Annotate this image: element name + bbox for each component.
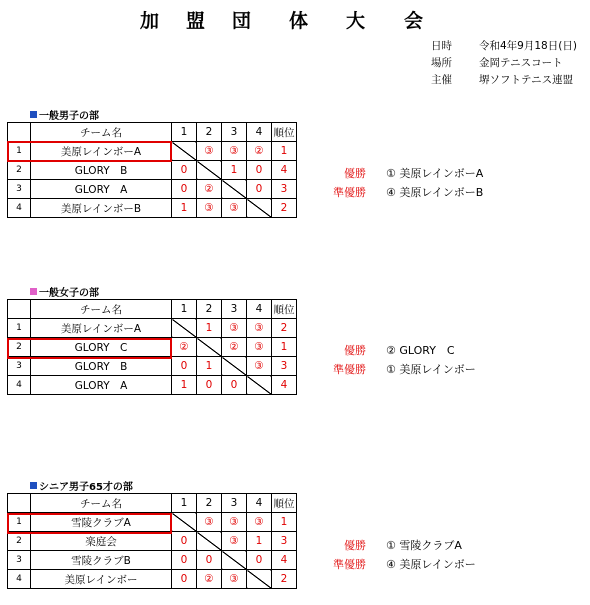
team-name: GLORY B [31, 161, 172, 180]
runner-up-label: 準優勝 [333, 558, 366, 571]
winner-result [304, 342, 455, 358]
event-info [431, 38, 577, 89]
runner-up-result [304, 184, 483, 200]
rank-cell: 3 [272, 180, 297, 199]
score-cell: ③ [222, 142, 247, 161]
rank-cell: 2 [272, 319, 297, 338]
header-cell: 2 [197, 300, 222, 319]
diagonal-cell [247, 199, 272, 218]
header-team: チーム名 [31, 123, 172, 142]
diagonal-cell [172, 319, 197, 338]
info-row [431, 55, 577, 72]
page-title [0, 6, 590, 36]
square-icon [30, 482, 37, 489]
winner-label: 優勝 [344, 344, 366, 357]
title-char: 会 [404, 10, 424, 32]
diagonal-cell [197, 532, 222, 551]
score-cell: 1 [197, 357, 222, 376]
runner-up-team: ④ 美原レインボーB [386, 186, 484, 199]
title-char: 大 [346, 10, 366, 32]
score-cell: ③ [247, 513, 272, 532]
header-cell: 1 [172, 300, 197, 319]
score-cell: 1 [247, 532, 272, 551]
rank-cell: 1 [272, 142, 297, 161]
row-number: 4 [8, 570, 31, 589]
header-rank: 順位 [272, 300, 297, 319]
runner-up-team: ① 美原レインボー [386, 363, 476, 376]
row-number: 1 [8, 319, 31, 338]
score-cell: 0 [222, 376, 247, 395]
league-table-men [7, 122, 297, 218]
rank-cell: 1 [272, 513, 297, 532]
header-cell: 4 [247, 300, 272, 319]
row-number: 4 [8, 376, 31, 395]
row-number: 2 [8, 338, 31, 357]
team-name: 雪陵クラブB [31, 551, 172, 570]
winner-team: ① 美原レインボーA [386, 167, 484, 180]
team-name: 美原レインボーA [31, 319, 172, 338]
winner-label: 優勝 [344, 539, 366, 552]
score-cell: 0 [172, 161, 197, 180]
score-cell: 0 [247, 551, 272, 570]
diagonal-cell [172, 513, 197, 532]
header-cell: 1 [172, 123, 197, 142]
team-name: GLORY B [31, 357, 172, 376]
score-cell: ③ [222, 199, 247, 218]
row-number: 3 [8, 357, 31, 376]
runner-up-label: 準優勝 [333, 363, 366, 376]
score-cell: ③ [247, 319, 272, 338]
table-header [8, 300, 297, 319]
score-cell: ③ [222, 513, 247, 532]
info-value: 令和4年9月18日(日) [479, 40, 577, 52]
score-cell: 0 [172, 180, 197, 199]
runner-up-team: ④ 美原レインボー [386, 558, 476, 571]
info-key: 場所 [431, 57, 452, 69]
info-value: 堺ソフトテニス連盟 [479, 74, 574, 86]
header-cell [8, 494, 31, 513]
score-cell: 1 [172, 199, 197, 218]
section-title: 一般男子の部 [39, 111, 99, 122]
winner-result [304, 537, 462, 553]
row-number: 1 [8, 513, 31, 532]
square-icon [30, 111, 37, 118]
diagonal-cell [222, 357, 247, 376]
score-cell: ③ [222, 570, 247, 589]
winner-highlight [7, 513, 172, 534]
header-cell [8, 123, 31, 142]
section-title: 一般女子の部 [39, 288, 99, 299]
team-name: GLORY A [31, 180, 172, 199]
rank-cell: 1 [272, 338, 297, 357]
table-row [8, 357, 297, 376]
winner-label: 優勝 [344, 167, 366, 180]
section-label-men [30, 107, 99, 122]
row-number: 3 [8, 551, 31, 570]
score-cell: ② [222, 338, 247, 357]
league-table-senior [7, 493, 297, 589]
winner-highlight [7, 338, 172, 359]
winner-highlight [7, 141, 172, 162]
team-name: GLORY C [31, 338, 172, 357]
score-cell: ② [197, 180, 222, 199]
header-rank: 順位 [272, 123, 297, 142]
title-char: 体 [289, 10, 309, 32]
header-cell: 4 [247, 123, 272, 142]
title-char: 加 [140, 10, 160, 32]
score-cell: ② [247, 142, 272, 161]
runner-up-label: 準優勝 [333, 186, 366, 199]
info-row [431, 38, 577, 55]
score-cell: 1 [197, 319, 222, 338]
rank-cell: 2 [272, 199, 297, 218]
row-number: 2 [8, 532, 31, 551]
table-row [8, 199, 297, 218]
score-cell: ③ [247, 357, 272, 376]
score-cell: 1 [222, 161, 247, 180]
info-value: 金岡テニスコート [479, 57, 563, 69]
score-cell: ② [172, 338, 197, 357]
table-row [8, 532, 297, 551]
team-name: 美原レインボー [31, 570, 172, 589]
row-number: 3 [8, 180, 31, 199]
title-char: 団 [232, 10, 252, 32]
winner-team: ② GLORY C [386, 344, 455, 357]
square-icon [30, 288, 37, 295]
score-cell: 0 [172, 357, 197, 376]
score-cell: ③ [222, 532, 247, 551]
info-key: 日時 [431, 40, 452, 52]
score-cell: 0 [247, 161, 272, 180]
header-cell: 3 [222, 123, 247, 142]
header-team: チーム名 [31, 494, 172, 513]
table-row [8, 570, 297, 589]
score-cell: 0 [247, 180, 272, 199]
score-cell: ③ [247, 338, 272, 357]
team-name: 楽庭会 [31, 532, 172, 551]
header-team: チーム名 [31, 300, 172, 319]
rank-cell: 3 [272, 357, 297, 376]
score-cell: 0 [172, 570, 197, 589]
row-number: 1 [8, 142, 31, 161]
rank-cell: 3 [272, 532, 297, 551]
header-cell: 1 [172, 494, 197, 513]
rank-cell: 4 [272, 551, 297, 570]
header-cell: 2 [197, 494, 222, 513]
header-cell: 2 [197, 123, 222, 142]
rank-cell: 4 [272, 376, 297, 395]
team-name: 美原レインボーA [31, 142, 172, 161]
diagonal-cell [197, 161, 222, 180]
runner-up-result [304, 361, 476, 377]
diagonal-cell [247, 376, 272, 395]
section-label-women [30, 284, 99, 299]
row-number: 4 [8, 199, 31, 218]
winner-team: ① 雪陵クラブA [386, 539, 462, 552]
section-title: シニア男子65才の部 [39, 482, 133, 493]
winner-result [304, 165, 483, 181]
rank-cell: 2 [272, 570, 297, 589]
header-cell [8, 300, 31, 319]
header-cell: 3 [222, 300, 247, 319]
score-cell: ③ [197, 142, 222, 161]
team-name: 美原レインボーB [31, 199, 172, 218]
table-header [8, 494, 297, 513]
score-cell: ② [197, 570, 222, 589]
score-cell: 0 [172, 532, 197, 551]
team-name: GLORY A [31, 376, 172, 395]
diagonal-cell [247, 570, 272, 589]
score-cell: 0 [197, 376, 222, 395]
score-cell: ③ [222, 319, 247, 338]
table-row [8, 319, 297, 338]
header-rank: 順位 [272, 494, 297, 513]
table-row [8, 161, 297, 180]
runner-up-result [304, 556, 476, 572]
table-row [8, 551, 297, 570]
info-row [431, 72, 577, 89]
header-cell: 3 [222, 494, 247, 513]
table-header [8, 123, 297, 142]
title-char: 盟 [186, 10, 206, 32]
diagonal-cell [197, 338, 222, 357]
diagonal-cell [172, 142, 197, 161]
rank-cell: 4 [272, 161, 297, 180]
score-cell: 0 [172, 551, 197, 570]
score-cell: ③ [197, 513, 222, 532]
row-number: 2 [8, 161, 31, 180]
table-row [8, 376, 297, 395]
info-key: 主催 [431, 74, 452, 86]
diagonal-cell [222, 551, 247, 570]
table-row [8, 180, 297, 199]
header-cell: 4 [247, 494, 272, 513]
team-name: 雪陵クラブA [31, 513, 172, 532]
score-cell: ③ [197, 199, 222, 218]
score-cell: 0 [197, 551, 222, 570]
score-cell: 1 [172, 376, 197, 395]
diagonal-cell [222, 180, 247, 199]
section-label-senior [30, 478, 133, 493]
